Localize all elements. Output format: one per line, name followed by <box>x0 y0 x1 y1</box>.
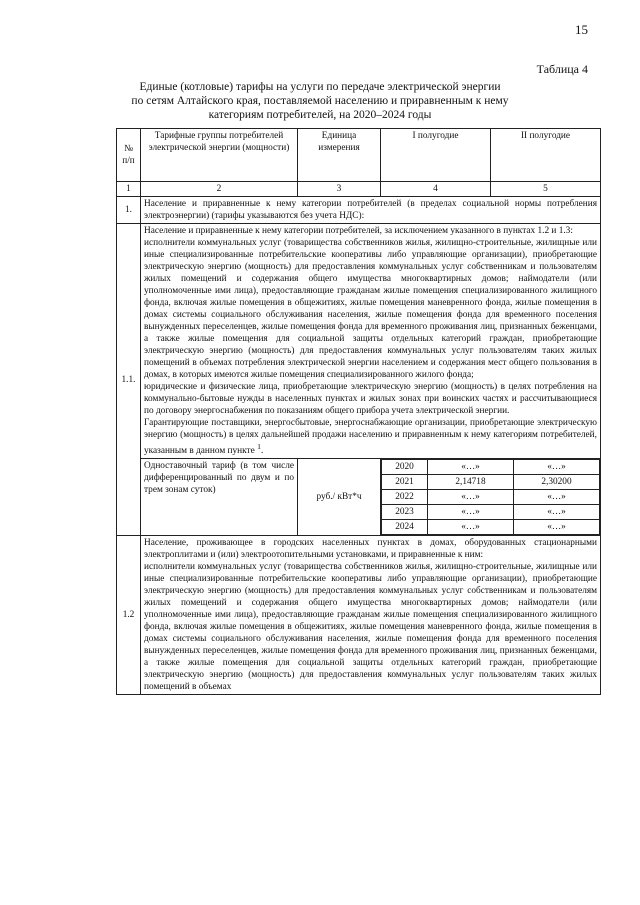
row-1-1-tariff <box>117 459 601 536</box>
header-h2: II полугодие <box>491 129 601 182</box>
title-line: Единые (котловые) тарифы на услуги по передаче электрической энергии <box>139 81 501 93</box>
year: 2024 <box>382 520 428 535</box>
h2-value: «…» <box>514 460 600 475</box>
h2-value: «…» <box>514 520 600 535</box>
header-group: Тарифные группы потребителей электрической энергии (мощности) <box>141 129 298 182</box>
h1-value: 2,14718 <box>428 475 514 490</box>
header-h1: I полугодие <box>381 129 491 182</box>
tariff-year-row <box>382 475 600 490</box>
tariff-year-row <box>382 490 600 505</box>
row-1-2-num: 1.2 <box>117 536 141 695</box>
paragraph: исполнители коммунальных услуг (товарищества собственников жилья, жилищно-строительные, жилищные или иные специализированные потребительские кооперативы либо управляющие организации), приобретающие электрическую энергию (мощность) для предоставления коммунальных услуг собственникам и пользователям жилых помещений и содержания общего имущества многоквартирных домов; наймодатели (или уполномоченные ими лица), предоставляющие гражданам жилые помещения специализированного жилищного фонда, включая жилые помещения в общежитиях, жилые помещения маневренного фонда, жилые помещения в домах системы социального обслуживания населения, жилые помещения фонда для временного поселения вынужденных переселенцев, жилые помещения фонда для временного проживания лиц, признанных беженцами, а также жилые помещения для социальной защиты отдельных категорий граждан, приобретающие электрическую энергию (мощность) для предоставления коммунальных услуг пользователям таких жилых помещений в объемах потребления электрической энергии населением и содержания мест общего пользования в домах, в которых имеются жилые помещения специализированного жилого фонда; <box>144 238 597 380</box>
page-number: 15 <box>575 22 588 37</box>
row-1-1-num: 1.1. <box>117 224 141 536</box>
tariff-label: Одноставочный тариф (в том числе дифференцированный по двум и по трем зонам суток) <box>141 459 298 536</box>
column-number-row <box>117 182 601 197</box>
tariff-table <box>116 128 601 695</box>
h2-value: «…» <box>514 490 600 505</box>
row-1-text: Население и приравненные к нему категории потребителей (в пределах социальной нормы потребления электроэнергии) (тарифы указываются без учета НДС): <box>141 197 601 224</box>
paragraph-text: Гарантирующие поставщики, энергосбытовые, энергоснабжающие организации, приобретающие электрическую энергию (мощность) в целях дальнейшей продажи населению и приравненным к нему категориям потребителей, указанным в данном пункте <box>144 418 597 457</box>
title-line: по сетям Алтайского края, поставляемой населению и приравненным к нему <box>131 95 509 107</box>
year: 2023 <box>382 505 428 520</box>
col-number: 2 <box>141 182 298 197</box>
row-1-2-text <box>141 536 601 695</box>
row-1-1-description <box>117 224 601 459</box>
col-number: 3 <box>298 182 381 197</box>
paragraph: Население и приравненные к нему категории потребителей, за исключением указанного в пунктах 1.2 и 1.3: <box>144 226 573 236</box>
col-number: 1 <box>117 182 141 197</box>
h1-value: «…» <box>428 490 514 505</box>
header-row <box>117 129 601 182</box>
col-number: 4 <box>381 182 491 197</box>
col-number: 5 <box>491 182 601 197</box>
row-1-2-description <box>117 536 601 695</box>
paragraph: исполнители коммунальных услуг (товарищества собственников жилья, жилищно-строительные, жилищные или иные специализированные потребительские кооперативы либо управляющие организации), приобретающие электрическую энергию (мощность) для предоставления коммунальных услуг собственникам и пользователям жилых помещений и содержания общего имущества многоквартирных домов; наймодатели (или уполномоченные ими лица), предоставляющие гражданам жилые помещения специализированного жилищного фонда, включая жилые помещения в общежитиях, жилые помещения маневренного фонда, жилые помещения в домах системы социального обслуживания населения, жилые помещения фонда для временного поселения вынужденных переселенцев, жилые помещения фонда для временного проживания лиц, признанных беженцами, а также жилые помещения для социальной защиты отдельных категорий граждан, приобретающие электрическую энергию (мощность) для предоставления коммунальных услуг пользователям таких жилых помещений в объемах <box>144 562 597 693</box>
paragraph: Гарантирующие поставщики, энергосбытовые, энергоснабжающие организации, приобретающие электрическую энергию (мощность) в целях дальнейшей продажи населению и приравненным к нему категориям потребителей, указанным в данном пункте $^1$. <box>144 418 597 457</box>
h1-value: «…» <box>428 505 514 520</box>
title-line: категориям потребителей, на 2020–2024 годы <box>208 109 432 121</box>
footnote-mark: 1 <box>257 442 261 451</box>
row-1 <box>117 197 601 224</box>
year: 2022 <box>382 490 428 505</box>
header-num: № п/п <box>117 129 141 182</box>
tariff-year-row <box>382 505 600 520</box>
paragraph: юридические и физические лица, приобретающие электрическую энергию (мощность) в целях потребления на коммунально-бытовые нужды в населенных пунктах и жилых зонах при воинских частях и рассчитывающиеся по договору энергоснабжения по показаниям общего прибора учета электрической энергии. <box>144 382 597 416</box>
tariff-values-cell <box>381 459 601 536</box>
h1-value: «…» <box>428 460 514 475</box>
tariff-values-table <box>381 459 600 535</box>
tariff-unit: руб./ кВт*ч <box>298 459 381 536</box>
row-1-num: 1. <box>117 197 141 224</box>
header-unit: Единица измерения <box>298 129 381 182</box>
year: 2020 <box>382 460 428 475</box>
table-label: Таблица 4 <box>536 62 588 76</box>
year: 2021 <box>382 475 428 490</box>
h1-value: «…» <box>428 520 514 535</box>
row-1-1-text <box>141 224 601 459</box>
paragraph: Население, проживающее в городских населенных пунктах в домах, оборудованных стационарными электроплитами и (или) электроотопительными установками, и приравненные к ним: <box>144 538 597 561</box>
h2-value: «…» <box>514 505 600 520</box>
table-title <box>90 80 550 122</box>
tariff-year-row <box>382 460 600 475</box>
h2-value: 2,30200 <box>514 475 600 490</box>
tariff-year-row <box>382 520 600 535</box>
